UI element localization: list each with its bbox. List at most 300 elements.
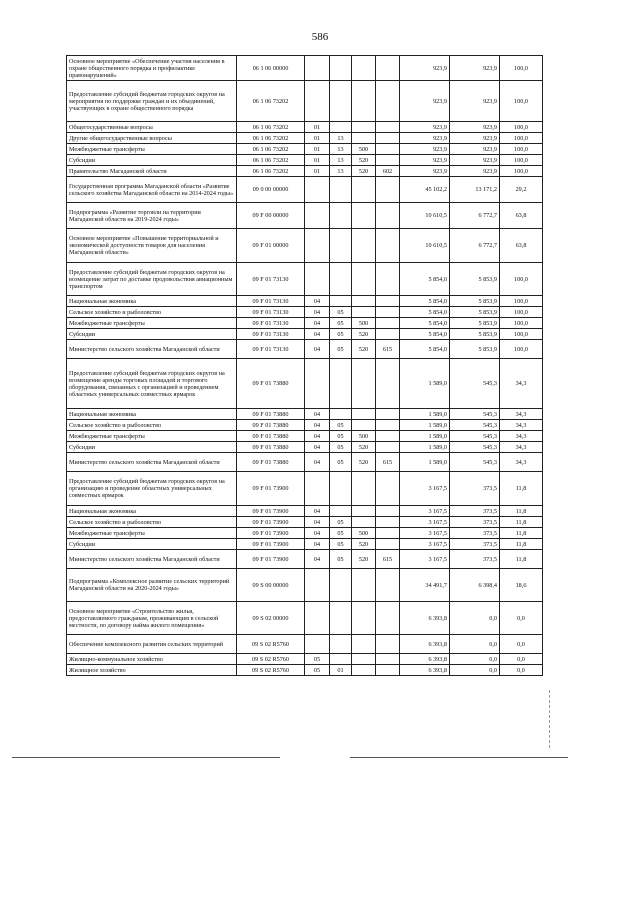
cell-planned: 6 393,8 bbox=[400, 665, 450, 676]
cell-expense-type bbox=[352, 506, 376, 517]
cell-percent: 0,0 bbox=[500, 602, 543, 635]
cell-planned: 5 854,0 bbox=[400, 318, 450, 329]
cell-name: Межбюджетные трансферты bbox=[67, 144, 237, 155]
cell-expense-type bbox=[352, 569, 376, 602]
cell-subsection bbox=[330, 122, 352, 133]
cell-subsection bbox=[330, 263, 352, 296]
cell-percent: 34,3 bbox=[500, 359, 543, 409]
cell-planned: 3 167,5 bbox=[400, 517, 450, 528]
cell-expense-type bbox=[352, 654, 376, 665]
cell-executed: 373,5 bbox=[450, 539, 500, 550]
cell-planned: 34 491,7 bbox=[400, 569, 450, 602]
cell-target-code: 09 F 01 73130 bbox=[237, 296, 305, 307]
cell-name: Министерство сельского хозяйства Магаданской области bbox=[67, 550, 237, 569]
cell-executed: 0,0 bbox=[450, 602, 500, 635]
cell-administrator: 615 bbox=[376, 550, 400, 569]
cell-administrator bbox=[376, 569, 400, 602]
cell-administrator: 615 bbox=[376, 453, 400, 472]
cell-expense-type bbox=[352, 122, 376, 133]
cell-planned: 45 102,2 bbox=[400, 177, 450, 203]
cell-planned: 5 854,0 bbox=[400, 296, 450, 307]
cell-percent: 0,0 bbox=[500, 665, 543, 676]
cell-section: 05 bbox=[305, 665, 330, 676]
cell-subsection bbox=[330, 81, 352, 122]
cell-name: Национальная экономика bbox=[67, 506, 237, 517]
cell-administrator bbox=[376, 318, 400, 329]
cell-target-code: 09 0 00 00000 bbox=[237, 177, 305, 203]
table-row bbox=[67, 569, 543, 602]
budget-execution-table bbox=[66, 55, 543, 676]
cell-percent: 100,0 bbox=[500, 263, 543, 296]
cell-expense-type: 520 bbox=[352, 539, 376, 550]
cell-subsection: 05 bbox=[330, 528, 352, 539]
cell-name: Предоставление субсидий бюджетам городских округов на мероприятия по поддержке граждан и их объединений, участвующих в охране общественного порядка bbox=[67, 81, 237, 122]
table-row bbox=[67, 340, 543, 359]
cell-executed: 545,3 bbox=[450, 442, 500, 453]
cell-planned: 10 610,5 bbox=[400, 203, 450, 229]
cell-subsection: 05 bbox=[330, 307, 352, 318]
cell-target-code: 09 F 01 73880 bbox=[237, 420, 305, 431]
cell-administrator bbox=[376, 602, 400, 635]
cell-section: 04 bbox=[305, 550, 330, 569]
cell-section: 04 bbox=[305, 296, 330, 307]
cell-subsection bbox=[330, 296, 352, 307]
cell-percent: 100,0 bbox=[500, 296, 543, 307]
cell-planned: 10 610,5 bbox=[400, 229, 450, 263]
cell-subsection bbox=[330, 359, 352, 409]
table-row bbox=[67, 359, 543, 409]
cell-subsection: 01 bbox=[330, 665, 352, 676]
cell-planned: 1 589,0 bbox=[400, 431, 450, 442]
cell-expense-type: 520 bbox=[352, 155, 376, 166]
cell-expense-type bbox=[352, 517, 376, 528]
cell-target-code: 09 F 01 73130 bbox=[237, 318, 305, 329]
cell-section: 05 bbox=[305, 654, 330, 665]
cell-target-code: 09 F 01 73130 bbox=[237, 340, 305, 359]
cell-subsection: 13 bbox=[330, 155, 352, 166]
cell-administrator bbox=[376, 144, 400, 155]
table-row bbox=[67, 442, 543, 453]
cell-section: 04 bbox=[305, 329, 330, 340]
footer-rule-left bbox=[12, 757, 280, 758]
cell-target-code: 09 F 01 73880 bbox=[237, 453, 305, 472]
cell-section: 01 bbox=[305, 144, 330, 155]
cell-executed: 923,9 bbox=[450, 56, 500, 81]
cell-executed: 373,5 bbox=[450, 550, 500, 569]
table-row bbox=[67, 409, 543, 420]
cell-planned: 5 854,0 bbox=[400, 307, 450, 318]
cell-expense-type: 520 bbox=[352, 340, 376, 359]
cell-subsection: 05 bbox=[330, 340, 352, 359]
cell-planned: 923,9 bbox=[400, 155, 450, 166]
cell-section bbox=[305, 602, 330, 635]
cell-subsection: 13 bbox=[330, 166, 352, 177]
cell-subsection: 05 bbox=[330, 539, 352, 550]
cell-administrator bbox=[376, 229, 400, 263]
cell-subsection bbox=[330, 506, 352, 517]
cell-planned: 3 167,5 bbox=[400, 528, 450, 539]
cell-administrator bbox=[376, 203, 400, 229]
table-row bbox=[67, 296, 543, 307]
cell-percent: 63,8 bbox=[500, 229, 543, 263]
cell-percent: 11,8 bbox=[500, 472, 543, 506]
cell-name: Обеспечение комплексного развития сельских территорий bbox=[67, 635, 237, 654]
cell-expense-type: 520 bbox=[352, 166, 376, 177]
cell-subsection: 05 bbox=[330, 318, 352, 329]
cell-percent: 34,3 bbox=[500, 442, 543, 453]
cell-name: Сельское хозяйство и рыболовство bbox=[67, 307, 237, 318]
cell-subsection: 05 bbox=[330, 453, 352, 472]
cell-expense-type: 520 bbox=[352, 550, 376, 569]
cell-target-code: 09 F 01 73880 bbox=[237, 431, 305, 442]
table-row bbox=[67, 166, 543, 177]
cell-target-code: 09 F 01 73900 bbox=[237, 506, 305, 517]
table-row bbox=[67, 635, 543, 654]
cell-planned: 1 589,0 bbox=[400, 359, 450, 409]
cell-name: Правительство Магаданской области bbox=[67, 166, 237, 177]
table-body bbox=[67, 56, 543, 676]
cell-planned: 1 589,0 bbox=[400, 420, 450, 431]
cell-target-code: 06 1 06 73202 bbox=[237, 122, 305, 133]
cell-name: Субсидии bbox=[67, 442, 237, 453]
cell-percent: 100,0 bbox=[500, 56, 543, 81]
cell-percent: 0,0 bbox=[500, 654, 543, 665]
cell-section bbox=[305, 203, 330, 229]
cell-expense-type bbox=[352, 203, 376, 229]
cell-administrator bbox=[376, 635, 400, 654]
cell-subsection: 13 bbox=[330, 144, 352, 155]
cell-target-code: 06 1 06 73202 bbox=[237, 155, 305, 166]
cell-subsection: 13 bbox=[330, 133, 352, 144]
cell-name: Жилищное хозяйство bbox=[67, 665, 237, 676]
cell-executed: 923,9 bbox=[450, 81, 500, 122]
cell-target-code: 06 1 06 73202 bbox=[237, 144, 305, 155]
cell-executed: 5 853,9 bbox=[450, 318, 500, 329]
cell-subsection: 05 bbox=[330, 517, 352, 528]
cell-administrator bbox=[376, 133, 400, 144]
cell-name: Жилищно-коммунальное хозяйство bbox=[67, 654, 237, 665]
cell-expense-type bbox=[352, 472, 376, 506]
cell-name: Подпрограмма «Развитие торговли на территории Магаданской области на 2019-2024 годы» bbox=[67, 203, 237, 229]
cell-expense-type bbox=[352, 602, 376, 635]
cell-name: Предоставление субсидий бюджетам городских округов на организацию и проведение областных универсальных совместных ярмарок bbox=[67, 472, 237, 506]
cell-administrator bbox=[376, 409, 400, 420]
cell-section bbox=[305, 472, 330, 506]
cell-name: Субсидии bbox=[67, 539, 237, 550]
cell-subsection bbox=[330, 472, 352, 506]
cell-section bbox=[305, 263, 330, 296]
cell-subsection bbox=[330, 635, 352, 654]
cell-target-code: 06 1 06 73202 bbox=[237, 81, 305, 122]
cell-executed: 373,5 bbox=[450, 517, 500, 528]
cell-target-code: 09 S 02 00000 bbox=[237, 602, 305, 635]
cell-administrator bbox=[376, 263, 400, 296]
cell-percent: 34,3 bbox=[500, 453, 543, 472]
cell-administrator: 615 bbox=[376, 340, 400, 359]
cell-planned: 6 393,8 bbox=[400, 654, 450, 665]
cell-expense-type bbox=[352, 56, 376, 81]
cell-planned: 923,9 bbox=[400, 144, 450, 155]
cell-administrator bbox=[376, 506, 400, 517]
cell-administrator bbox=[376, 296, 400, 307]
cell-planned: 5 854,0 bbox=[400, 263, 450, 296]
cell-planned: 3 167,5 bbox=[400, 550, 450, 569]
table-row bbox=[67, 420, 543, 431]
table-row bbox=[67, 144, 543, 155]
cell-name: Предоставление субсидий бюджетам городских округов на возмещение аренды торговых площадей и торгового оборудования, связанных с организацией и проведением областных универсальных совместных ярмарок bbox=[67, 359, 237, 409]
cell-name: Министерство сельского хозяйства Магаданской области bbox=[67, 453, 237, 472]
cell-planned: 923,9 bbox=[400, 56, 450, 81]
table-row bbox=[67, 665, 543, 676]
cell-planned: 3 167,5 bbox=[400, 506, 450, 517]
cell-percent: 34,3 bbox=[500, 431, 543, 442]
cell-subsection: 05 bbox=[330, 431, 352, 442]
cell-subsection bbox=[330, 654, 352, 665]
cell-expense-type bbox=[352, 81, 376, 122]
cell-name: Подпрограмма «Комплексное развитие сельских территорий Магаданской области на 2020-2024 годы» bbox=[67, 569, 237, 602]
cell-percent: 100,0 bbox=[500, 133, 543, 144]
cell-administrator bbox=[376, 329, 400, 340]
table-row bbox=[67, 56, 543, 81]
cell-target-code: 09 F 00 00000 bbox=[237, 203, 305, 229]
cell-section: 01 bbox=[305, 122, 330, 133]
cell-planned: 3 167,5 bbox=[400, 539, 450, 550]
cell-subsection bbox=[330, 177, 352, 203]
table-row bbox=[67, 539, 543, 550]
cell-section: 04 bbox=[305, 506, 330, 517]
cell-executed: 545,3 bbox=[450, 409, 500, 420]
cell-section: 04 bbox=[305, 340, 330, 359]
cell-administrator bbox=[376, 539, 400, 550]
cell-subsection bbox=[330, 409, 352, 420]
cell-planned: 923,9 bbox=[400, 166, 450, 177]
cell-administrator: 602 bbox=[376, 166, 400, 177]
cell-target-code: 06 1 06 73202 bbox=[237, 133, 305, 144]
cell-planned: 3 167,5 bbox=[400, 472, 450, 506]
table-row bbox=[67, 528, 543, 539]
cell-percent: 63,8 bbox=[500, 203, 543, 229]
cell-administrator bbox=[376, 420, 400, 431]
cell-target-code: 06 1 06 73202 bbox=[237, 166, 305, 177]
cell-name: Предоставление субсидий бюджетам городских округов на возмещение затрат по доставке продовольствия авиационным транспортом bbox=[67, 263, 237, 296]
cell-percent: 29,2 bbox=[500, 177, 543, 203]
cell-expense-type: 520 bbox=[352, 329, 376, 340]
cell-percent: 34,3 bbox=[500, 409, 543, 420]
cell-name: Министерство сельского хозяйства Магаданской области bbox=[67, 340, 237, 359]
cell-target-code: 06 1 06 00000 bbox=[237, 56, 305, 81]
cell-executed: 6 398,4 bbox=[450, 569, 500, 602]
cell-subsection bbox=[330, 602, 352, 635]
table-row bbox=[67, 133, 543, 144]
cell-section: 04 bbox=[305, 409, 330, 420]
table-row bbox=[67, 517, 543, 528]
margin-mark bbox=[549, 690, 550, 748]
cell-administrator bbox=[376, 155, 400, 166]
cell-name: Государственная программа Магаданской области «Развитие сельского хозяйства Магаданской области на 2014-2024 годы» bbox=[67, 177, 237, 203]
cell-section: 01 bbox=[305, 133, 330, 144]
table-row bbox=[67, 177, 543, 203]
table-row bbox=[67, 263, 543, 296]
cell-expense-type bbox=[352, 635, 376, 654]
table-row bbox=[67, 472, 543, 506]
cell-section: 04 bbox=[305, 528, 330, 539]
cell-planned: 923,9 bbox=[400, 133, 450, 144]
cell-section: 04 bbox=[305, 318, 330, 329]
cell-executed: 5 853,9 bbox=[450, 296, 500, 307]
cell-expense-type bbox=[352, 359, 376, 409]
cell-target-code: 09 F 01 73900 bbox=[237, 528, 305, 539]
cell-executed: 5 853,9 bbox=[450, 263, 500, 296]
cell-name: Общегосударственные вопросы bbox=[67, 122, 237, 133]
cell-administrator bbox=[376, 177, 400, 203]
cell-target-code: 09 F 01 73900 bbox=[237, 472, 305, 506]
table-row bbox=[67, 506, 543, 517]
cell-administrator bbox=[376, 307, 400, 318]
cell-section bbox=[305, 177, 330, 203]
cell-executed: 5 853,9 bbox=[450, 307, 500, 318]
cell-executed: 923,9 bbox=[450, 155, 500, 166]
cell-target-code: 09 S 02 R5760 bbox=[237, 665, 305, 676]
cell-percent: 100,0 bbox=[500, 81, 543, 122]
cell-target-code: 09 F 01 73900 bbox=[237, 517, 305, 528]
cell-percent: 100,0 bbox=[500, 318, 543, 329]
cell-expense-type bbox=[352, 263, 376, 296]
cell-name: Межбюджетные трансферты bbox=[67, 318, 237, 329]
table-row bbox=[67, 329, 543, 340]
cell-executed: 923,9 bbox=[450, 144, 500, 155]
table-row bbox=[67, 654, 543, 665]
cell-expense-type: 520 bbox=[352, 442, 376, 453]
cell-planned: 6 393,8 bbox=[400, 602, 450, 635]
cell-administrator bbox=[376, 472, 400, 506]
cell-administrator bbox=[376, 528, 400, 539]
cell-target-code: 09 F 01 73130 bbox=[237, 263, 305, 296]
cell-administrator bbox=[376, 56, 400, 81]
table-row bbox=[67, 122, 543, 133]
cell-target-code: 09 F 01 73130 bbox=[237, 329, 305, 340]
cell-executed: 923,9 bbox=[450, 133, 500, 144]
cell-expense-type bbox=[352, 420, 376, 431]
cell-section: 04 bbox=[305, 517, 330, 528]
cell-name: Сельское хозяйство и рыболовство bbox=[67, 517, 237, 528]
cell-name: Основное мероприятие «Повышение территориальной и экономической доступности товаров для населения Магаданской области» bbox=[67, 229, 237, 263]
cell-executed: 923,9 bbox=[450, 122, 500, 133]
cell-subsection: 05 bbox=[330, 550, 352, 569]
cell-expense-type bbox=[352, 307, 376, 318]
cell-expense-type: 500 bbox=[352, 431, 376, 442]
table-row bbox=[67, 155, 543, 166]
cell-administrator bbox=[376, 665, 400, 676]
footer-rule-right bbox=[350, 757, 568, 758]
cell-executed: 545,3 bbox=[450, 431, 500, 442]
cell-executed: 923,9 bbox=[450, 166, 500, 177]
table-row bbox=[67, 602, 543, 635]
cell-executed: 545,3 bbox=[450, 453, 500, 472]
cell-executed: 6 772,7 bbox=[450, 229, 500, 263]
cell-planned: 1 589,0 bbox=[400, 442, 450, 453]
cell-percent: 11,8 bbox=[500, 506, 543, 517]
cell-expense-type bbox=[352, 296, 376, 307]
cell-target-code: 09 F 01 73130 bbox=[237, 307, 305, 318]
cell-name: Другие общегосударственные вопросы bbox=[67, 133, 237, 144]
table-row bbox=[67, 318, 543, 329]
cell-expense-type bbox=[352, 665, 376, 676]
page-number: 586 bbox=[311, 31, 329, 43]
cell-section bbox=[305, 569, 330, 602]
cell-administrator bbox=[376, 442, 400, 453]
cell-percent: 34,3 bbox=[500, 420, 543, 431]
cell-section: 04 bbox=[305, 442, 330, 453]
cell-target-code: 09 F 01 73880 bbox=[237, 409, 305, 420]
cell-expense-type: 520 bbox=[352, 453, 376, 472]
cell-section: 04 bbox=[305, 420, 330, 431]
cell-executed: 545,3 bbox=[450, 359, 500, 409]
cell-subsection: 05 bbox=[330, 442, 352, 453]
cell-executed: 0,0 bbox=[450, 665, 500, 676]
cell-name: Национальная экономика bbox=[67, 409, 237, 420]
cell-percent: 11,8 bbox=[500, 550, 543, 569]
cell-percent: 18,6 bbox=[500, 569, 543, 602]
cell-expense-type bbox=[352, 409, 376, 420]
cell-name: Основное мероприятие «Строительство жилья, предоставляемого гражданам, проживающим в сельской местности, по договору найма жилого помещения» bbox=[67, 602, 237, 635]
cell-subsection: 05 bbox=[330, 329, 352, 340]
cell-percent: 100,0 bbox=[500, 144, 543, 155]
cell-subsection bbox=[330, 203, 352, 229]
table-row bbox=[67, 550, 543, 569]
cell-percent: 100,0 bbox=[500, 307, 543, 318]
cell-planned: 6 393,8 bbox=[400, 635, 450, 654]
cell-percent: 100,0 bbox=[500, 340, 543, 359]
cell-expense-type: 500 bbox=[352, 318, 376, 329]
cell-administrator bbox=[376, 431, 400, 442]
cell-administrator bbox=[376, 359, 400, 409]
table-row bbox=[67, 229, 543, 263]
cell-section: 01 bbox=[305, 166, 330, 177]
cell-subsection bbox=[330, 229, 352, 263]
table-row bbox=[67, 203, 543, 229]
cell-section: 04 bbox=[305, 453, 330, 472]
cell-name: Сельское хозяйство и рыболовство bbox=[67, 420, 237, 431]
cell-target-code: 09 S 00 00000 bbox=[237, 569, 305, 602]
cell-percent: 0,0 bbox=[500, 635, 543, 654]
cell-administrator bbox=[376, 654, 400, 665]
cell-percent: 11,8 bbox=[500, 528, 543, 539]
cell-section: 04 bbox=[305, 539, 330, 550]
cell-planned: 1 589,0 bbox=[400, 409, 450, 420]
cell-percent: 100,0 bbox=[500, 329, 543, 340]
cell-target-code: 09 F 01 00000 bbox=[237, 229, 305, 263]
cell-percent: 11,8 bbox=[500, 517, 543, 528]
table-row bbox=[67, 81, 543, 122]
cell-section bbox=[305, 56, 330, 81]
cell-section bbox=[305, 81, 330, 122]
cell-executed: 13 171,2 bbox=[450, 177, 500, 203]
cell-name: Субсидии bbox=[67, 155, 237, 166]
cell-subsection bbox=[330, 569, 352, 602]
cell-executed: 5 853,9 bbox=[450, 340, 500, 359]
cell-executed: 5 853,9 bbox=[450, 329, 500, 340]
cell-planned: 5 854,0 bbox=[400, 329, 450, 340]
cell-target-code: 09 S 02 R5760 bbox=[237, 654, 305, 665]
cell-administrator bbox=[376, 517, 400, 528]
table-row bbox=[67, 307, 543, 318]
cell-target-code: 09 F 01 73900 bbox=[237, 539, 305, 550]
cell-administrator bbox=[376, 81, 400, 122]
cell-executed: 545,3 bbox=[450, 420, 500, 431]
cell-section bbox=[305, 359, 330, 409]
cell-subsection bbox=[330, 56, 352, 81]
cell-section bbox=[305, 229, 330, 263]
